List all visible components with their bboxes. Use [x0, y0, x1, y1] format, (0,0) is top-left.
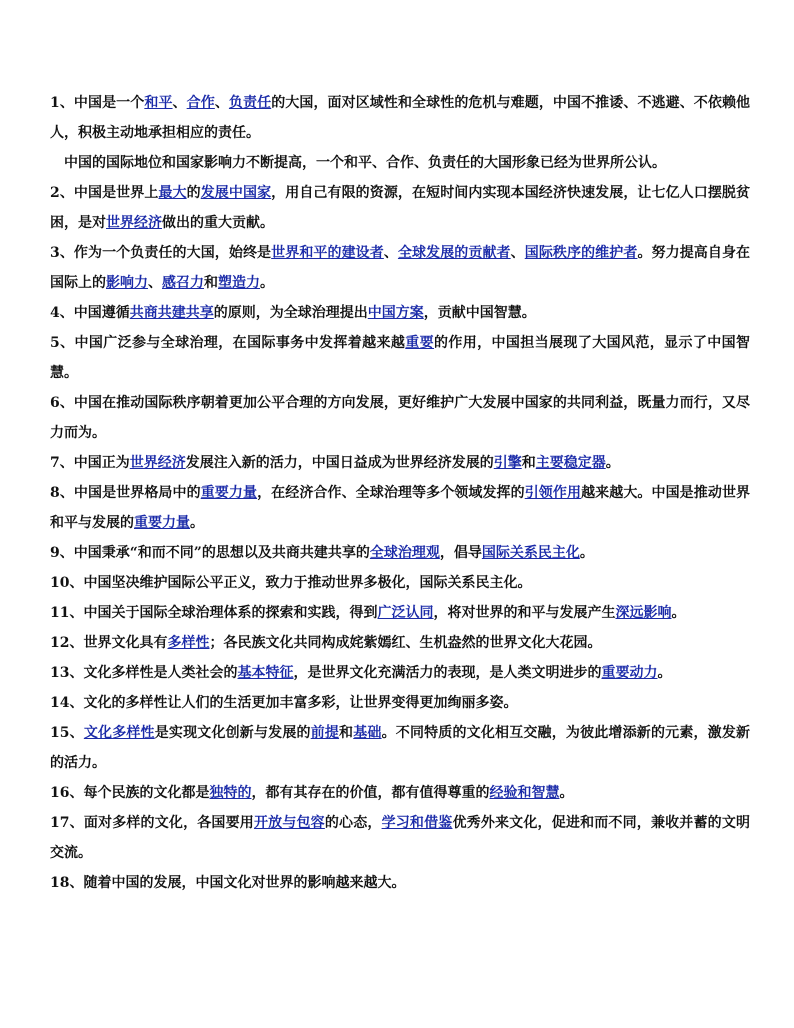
list-item	[50, 88, 750, 148]
list-item	[50, 808, 750, 868]
hyperlink-term[interactable]: 世界和平的建设者	[271, 245, 384, 261]
list-item	[50, 388, 750, 448]
paragraph-text: 9、中国秉承“和而不同”的思想以及共商共建共享的	[50, 545, 370, 561]
paragraph-text: 1、中国是一个	[50, 95, 145, 111]
hyperlink-term[interactable]: 开放与包容	[253, 815, 325, 831]
paragraph-text: ，在经济合作、全球治理等多个领域发挥的	[257, 485, 525, 501]
paragraph-text: 6、中国在推动国际秩序朝着更加公平合理的方向发展，更好维护广大发展中国家的共同利益，既量力而行，又尽力而为。	[50, 395, 750, 441]
hyperlink-term[interactable]: 发展中国家	[200, 185, 272, 201]
paragraph-text: 8、中国是世界格局中的	[50, 485, 201, 501]
hyperlink-term[interactable]: 广泛认同	[377, 605, 434, 621]
paragraph-text: 15、	[50, 725, 84, 741]
hyperlink-term[interactable]: 最大	[158, 185, 187, 201]
hyperlink-term[interactable]: 独特的	[209, 785, 252, 801]
paragraph-text: 和	[204, 275, 218, 291]
paragraph-text: 3、作为一个负责任的大国，始终是	[50, 245, 272, 261]
paragraph-text: 做出的重大贡献。	[162, 215, 274, 231]
hyperlink-term[interactable]: 塑造力	[218, 275, 260, 291]
list-item	[50, 868, 750, 898]
hyperlink-term[interactable]: 多样性	[167, 635, 210, 651]
list-item	[50, 778, 750, 808]
paragraph-text: ，是世界文化充满活力的表现，是人类文明进步的	[293, 665, 602, 681]
paragraph-text: ，用自己有限的资源，在短时间内实现本国经济快速发展，让七亿人口摆脱贫困，是对	[50, 185, 751, 231]
paragraph-text: 、	[214, 95, 229, 111]
list-item	[50, 178, 750, 238]
list-item	[50, 568, 750, 598]
hyperlink-term[interactable]: 合作	[186, 95, 215, 111]
paragraph-text: 越来越大。中国是推动世界和平与发展的	[50, 485, 751, 531]
list-item	[50, 148, 750, 178]
paragraph-text: 。	[579, 545, 594, 561]
paragraph-text: ；各民族文化共同构成姹紫嫣红、生机盎然的世界文化大花园。	[209, 635, 602, 651]
paragraph-text: 12、世界文化具有	[50, 635, 168, 651]
hyperlink-term[interactable]: 全球发展的贡献者	[397, 245, 511, 261]
document-body	[50, 88, 750, 898]
hyperlink-term[interactable]: 重要	[405, 335, 435, 351]
list-item	[50, 718, 750, 778]
hyperlink-term[interactable]: 世界经济	[129, 455, 186, 471]
paragraph-text: 中国的国际地位和国家影响力不断提高，一个和平、合作、负责任的大国形象已经为世界所公认。	[64, 155, 666, 171]
paragraph-text: 和	[521, 455, 536, 471]
paragraph-text: 16、每个民族的文化都是	[50, 785, 210, 801]
paragraph-text: 13、文化多样性是人类社会的	[50, 665, 238, 681]
paragraph-text: 、	[383, 245, 398, 261]
hyperlink-term[interactable]: 共商共建共享	[129, 305, 214, 321]
hyperlink-term[interactable]: 深远影响	[615, 605, 672, 621]
paragraph-text: 。	[260, 275, 274, 291]
hyperlink-term[interactable]: 重要动力	[601, 665, 658, 681]
paragraph-text: 5、中国广泛参与全球治理，在国际事务中发挥着越来越	[50, 335, 406, 351]
list-item	[50, 328, 750, 388]
paragraph-text: ，倡导	[439, 545, 482, 561]
list-item	[50, 298, 750, 328]
paragraph-text: 、	[148, 275, 162, 291]
hyperlink-term[interactable]: 和平	[144, 95, 173, 111]
paragraph-text: 的原则，为全球治理提出	[213, 305, 368, 321]
hyperlink-term[interactable]: 重要力量	[200, 485, 258, 501]
paragraph-text: 、	[172, 95, 187, 111]
list-item	[50, 538, 750, 568]
paragraph-text: 的大国，面对区域性和全球性的危机与难题，中国不推诿、不逃避、不依赖他人，积极主动地承担相应的责任。	[50, 95, 751, 141]
paragraph-text: 18、随着中国的发展，中国文化对世界的影响越来越大。	[50, 875, 406, 891]
list-item	[50, 478, 750, 538]
hyperlink-term[interactable]: 经验和智慧	[489, 785, 560, 801]
hyperlink-term[interactable]: 引领作用	[524, 485, 582, 501]
paragraph-text: 。不同特质的文化相互交融，为彼此增添新的元素，激发新的活力。	[50, 725, 751, 771]
hyperlink-term[interactable]: 世界经济	[106, 215, 162, 231]
hyperlink-term[interactable]: 引擎	[493, 455, 522, 471]
paragraph-text: 。	[671, 605, 686, 621]
paragraph-text: 14、文化的多样性让人们的生活更加丰富多彩，让世界变得更加绚丽多姿。	[50, 695, 518, 711]
paragraph-text: 的作用，中国担当展现了大国风范，显示了中国智慧。	[50, 335, 750, 381]
paragraph-text: 。	[190, 515, 204, 531]
hyperlink-term[interactable]: 国际关系民主化	[481, 545, 580, 561]
paragraph-text: ，都有其存在的价值，都有值得尊重的	[251, 785, 490, 801]
hyperlink-term[interactable]: 主要稳定器	[535, 455, 606, 471]
paragraph-text: 10、中国坚决维护国际公平正义，致力于推动世界多极化，国际关系民主化。	[50, 575, 532, 591]
paragraph-text: 4、中国遵循	[50, 305, 130, 321]
list-item	[50, 598, 750, 628]
paragraph-text: 发展注入新的活力，中国日益成为世界经济发展的	[185, 455, 494, 471]
hyperlink-term[interactable]: 国际秩序的维护者	[524, 245, 638, 261]
hyperlink-term[interactable]: 影响力	[106, 275, 148, 291]
paragraph-text: 的	[186, 185, 201, 201]
paragraph-text: 优秀外来文化，促进和而不同，兼收并蓄的文明交流。	[50, 815, 751, 861]
list-item	[50, 658, 750, 688]
paragraph-text: 。努力提高自身在国际上的	[50, 245, 751, 291]
paragraph-text: 、	[510, 245, 525, 261]
hyperlink-term[interactable]: 中国方案	[367, 305, 424, 321]
list-item	[50, 238, 750, 298]
hyperlink-term[interactable]: 基本特征	[237, 665, 294, 681]
paragraph-text: ，贡献中国智慧。	[423, 305, 536, 321]
paragraph-text: 。	[657, 665, 672, 681]
hyperlink-term[interactable]: 重要力量	[134, 515, 190, 531]
hyperlink-term[interactable]: 全球治理观	[369, 545, 440, 561]
paragraph-text: 和	[339, 725, 354, 741]
paragraph-text: 。	[605, 455, 620, 471]
paragraph-text: 2、中国是世界上	[50, 185, 159, 201]
paragraph-text: 7、中国正为	[50, 455, 130, 471]
paragraph-text: 。	[559, 785, 574, 801]
hyperlink-term[interactable]: 学习和借鉴	[381, 815, 453, 831]
paragraph-text: ，将对世界的和平与发展产生	[433, 605, 616, 621]
paragraph-text: 11、中国关于国际全球治理体系的探索和实践，得到	[50, 605, 378, 621]
hyperlink-term[interactable]: 基础	[353, 725, 382, 741]
paragraph-text: 17、面对多样的文化，各国要用	[50, 815, 254, 831]
hyperlink-term[interactable]: 文化多样性	[83, 725, 155, 741]
list-item	[50, 628, 750, 658]
paragraph-text: 的心态，	[324, 815, 382, 831]
hyperlink-term[interactable]: 前提	[310, 725, 340, 741]
list-item	[50, 448, 750, 478]
list-item	[50, 688, 750, 718]
hyperlink-term[interactable]: 负责任	[228, 95, 272, 111]
hyperlink-term[interactable]: 感召力	[162, 275, 204, 291]
paragraph-text: 是实现文化创新与发展的	[154, 725, 311, 741]
